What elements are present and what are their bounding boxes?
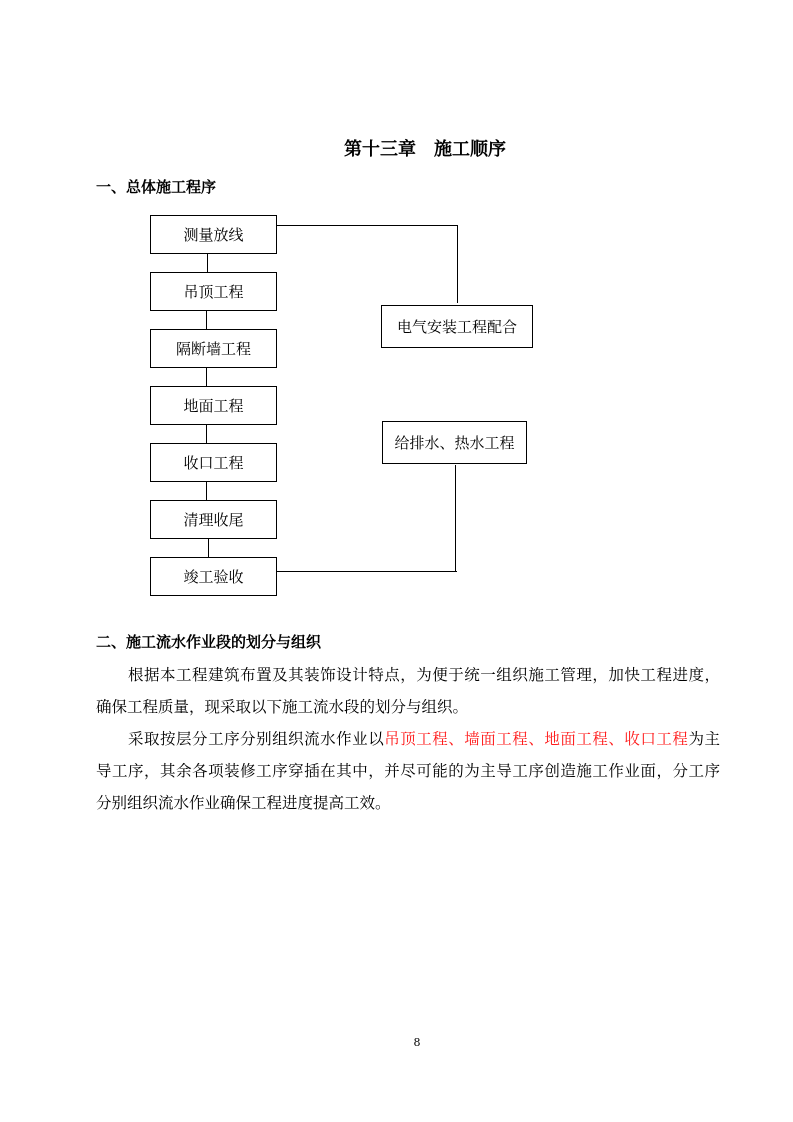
flow-step-finishing: 收口工程 [150,443,277,482]
connector [277,571,457,572]
connector [207,254,208,272]
connector [206,425,207,443]
flow-step-survey: 测量放线 [150,215,277,254]
paragraph-line: 分别组织流水作业确保工程进度提高工效。 [96,794,391,812]
paragraph-line [128,729,720,749]
page-number: 8 [413,1036,421,1049]
section-heading-2: 二、施工流水作业段的划分与组织 [96,633,322,651]
flow-step-ceiling: 吊顶工程 [150,272,277,311]
paragraph-line: 根据本工程建筑布置及其装饰设计特点，为便于统一组织施工管理，加快工程进度， [128,666,720,684]
flow-step-partition: 隔断墙工程 [150,329,277,368]
text: 采取按层分工序分别组织流水作业以 [128,730,385,748]
connector [457,225,458,303]
flow-side-plumbing: 给排水、热水工程 [382,421,527,464]
flow-step-cleanup: 清理收尾 [150,500,277,539]
flow-step-acceptance: 竣工验收 [150,557,277,596]
text: 为主 [688,730,720,748]
connector [206,311,207,329]
connector [208,539,209,557]
connector [206,368,207,386]
section-heading-1: 一、总体施工程序 [96,178,217,196]
flow-step-floor: 地面工程 [150,386,277,425]
connector [455,465,456,572]
paragraph-line: 确保工程质量，现采取以下施工流水段的划分与组织。 [96,698,469,716]
paragraph-line: 导工序，其余各项装修工序穿插在其中，并尽可能的为主导工序创造施工作业面，分工序 [96,762,720,780]
connector [277,225,458,226]
highlighted-text: 吊顶工程、墙面工程、地面工程、收口工程 [384,730,689,748]
chapter-title: 第十三章 施工顺序 [344,139,506,160]
flow-side-electrical: 电气安装工程配合 [381,305,533,348]
connector [206,482,207,500]
